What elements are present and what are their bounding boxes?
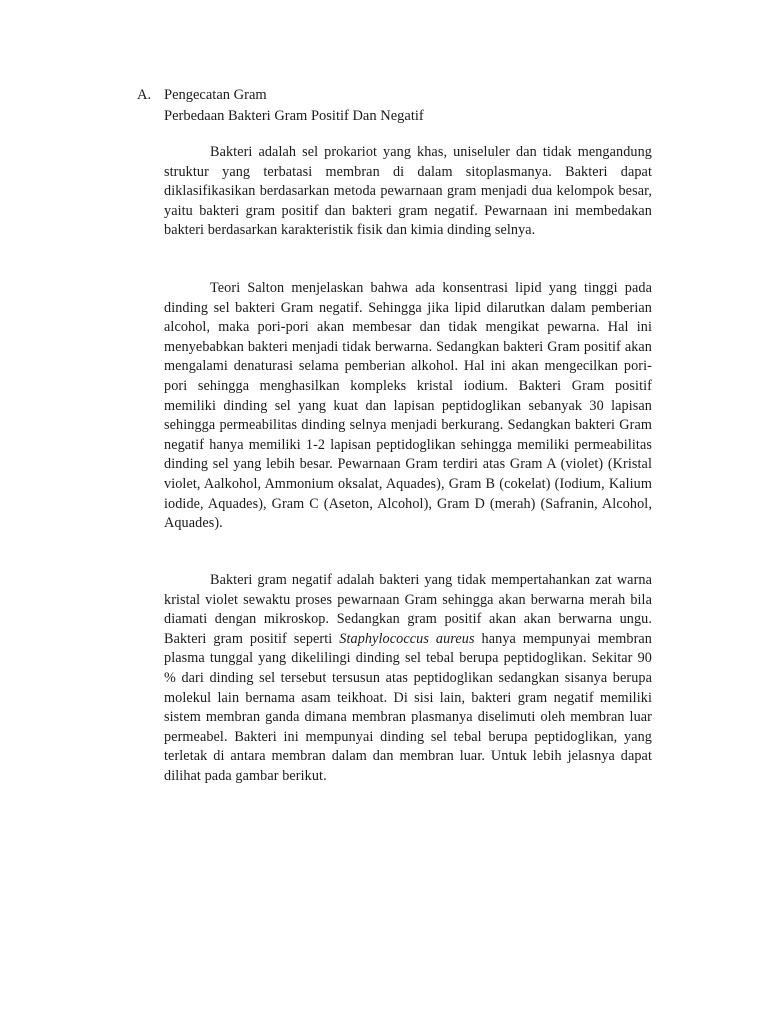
section-heading (137, 85, 267, 105)
species-name: Staphylococcus aureus (339, 630, 475, 647)
section-subtitle: Perbedaan Bakteri Gram Positif Dan Negatif (164, 108, 424, 124)
paragraph-text-segment: hanya mempunyai membran plasma tunggal yang dikelilingi dinding sel tebal berupa peptidoglikan. Sekitar 90 % dari dinding sel tersebut tersusun atas peptidoglikan sedangkan sisanya berupa molekul lain bernama asam teikhoat. Di sisi lain, bakteri gram negatif memiliki sistem membran ganda dimana membran plasmanya diselimuti oleh membran luar permeabel. Bakteri ini mempunyai dinding sel tebal berupa peptidoglikan, yang terletak di antara membran dalam dan membran luar. Untuk lebih jelasnya dapat dilihat pada gambar berikut. (164, 630, 652, 784)
paragraph-salton-theory: Teori Salton menjelaskan bahwa ada konsentrasi lipid yang tinggi pada dinding sel bakteri Gram negatif. Sehingga jika lipid dilarutkan dalam pemberian alcohol, maka pori-pori akan membesar dan tidak mengikat pewarna. Hal ini menyebabkan bakteri menjadi tidak berwarna. Sedangkan bakteri Gram positif akan mengalami denaturasi selama pemberian alkohol. Hal ini akan mengecilkan pori-pori sehingga menghasilkan kompleks kristal iodium. Bakteri Gram positif memiliki dinding sel yang kuat dan lapisan peptidoglikan sebanyak 30 lapisan sehingga permeabilitas dinding selnya menjadi berkurang. Sedangkan bakteri Gram negatif hanya memiliki 1-2 lapisan peptidoglikan sehingga memiliki permeabilitas dinding sel yang lebih besar. Pewarnaan Gram terdiri atas Gram A (violet) (Kristal violet, Aalkohol, Ammonium oksalat, Aquades), Gram B (cokelat) (Iodium, Kalium iodide, Aquades), Gram C (Aseton, Alcohol), Gram D (merah) (Safranin, Alcohol, Aquades). (164, 280, 652, 532)
paragraph-text-segment: Bakteri gram negatif adalah bakteri yang tidak mempertahankan zat warna kristal violet sewaktu proses pewarnaan Gram sehingga akan berwarna merah bila diamati dengan mikroskop. Sedangkan gram positif akan akan berwarna ungu. Bakteri gram positif seperti (164, 572, 652, 647)
paragraph-intro: Bakteri adalah sel prokariot yang khas, uniseluler dan tidak mengandung struktur yang terbatasi membran di dalam sitoplasmanya. Bakteri dapat diklasifikasikan berdasarkan metoda pewarnaan gram menjadi dua kelompok besar, yaitu bakteri gram positif dan bakteri gram negatif. Pewarnaan ini membedakan bakteri berdasarkan karakteristik fisik dan kimia dinding selnya. (164, 144, 652, 239)
paragraph-gram-negative (164, 571, 652, 787)
section-marker: A. (137, 87, 152, 103)
section-title: Pengecatan Gram (164, 87, 267, 103)
